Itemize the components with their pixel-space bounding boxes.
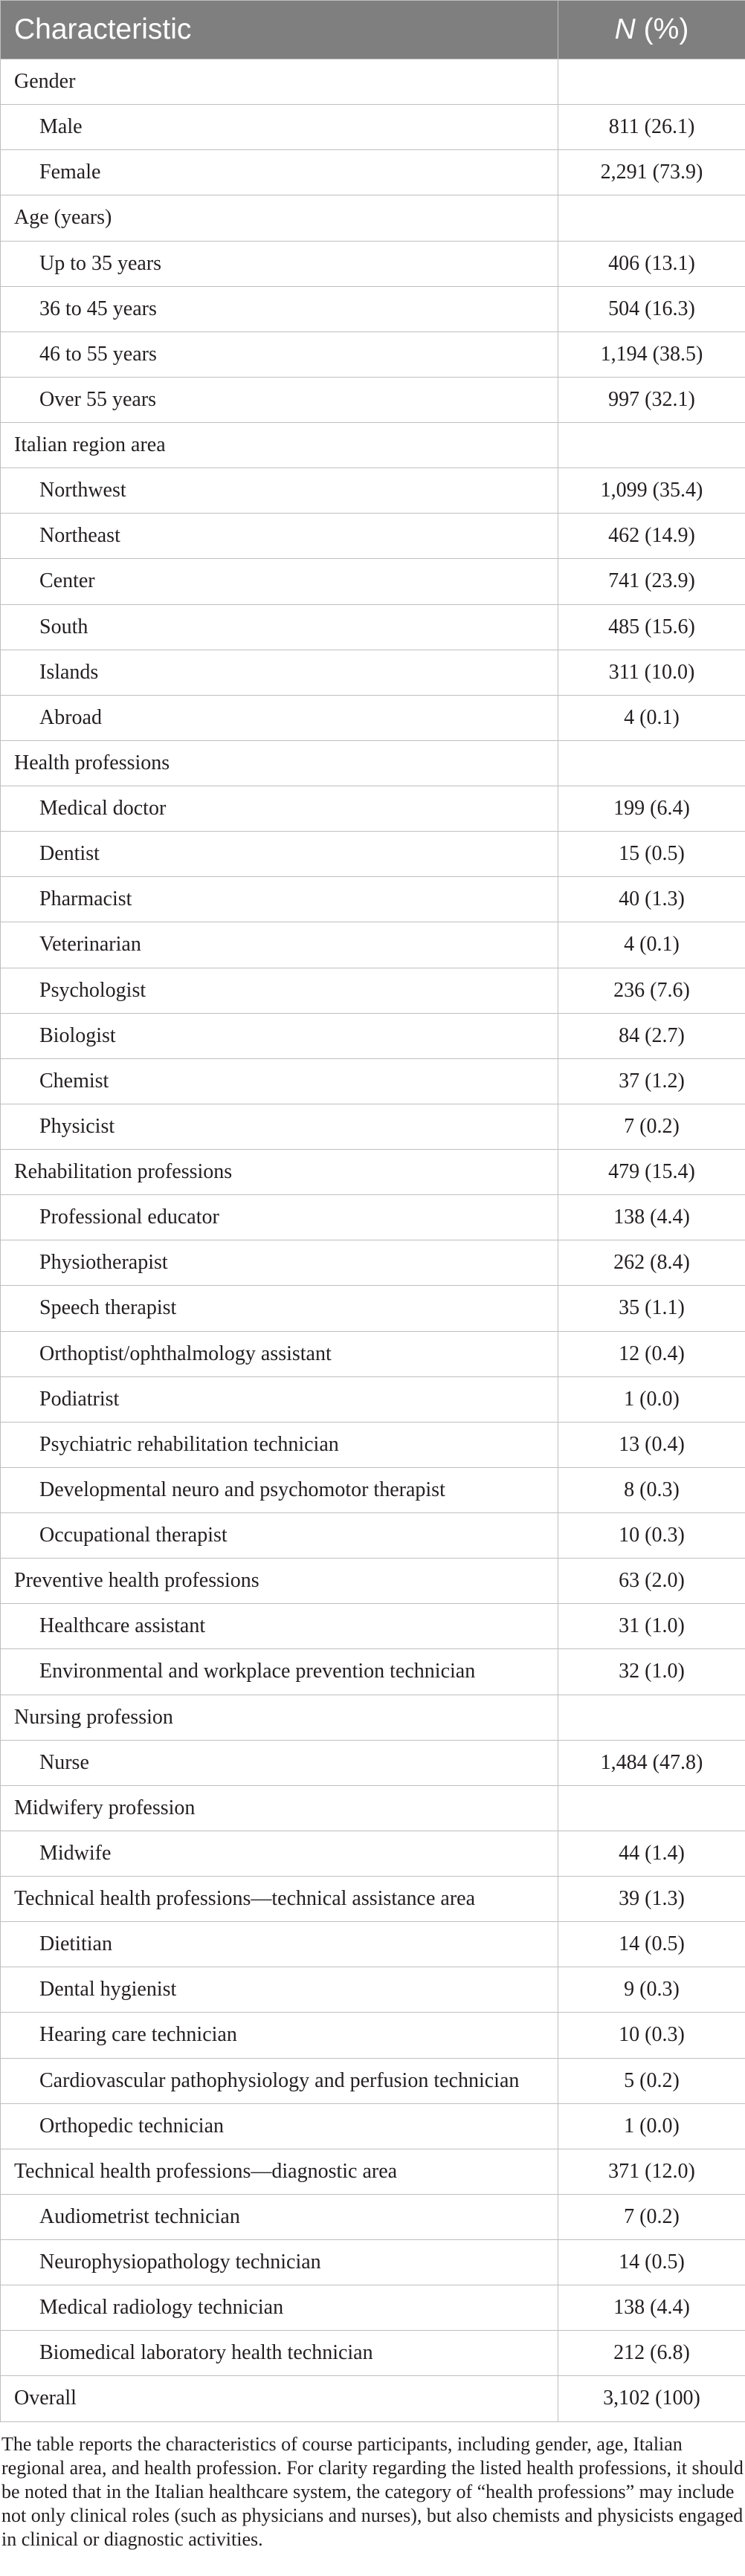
row-value: 1,194 (38.5) bbox=[558, 331, 745, 377]
table-row bbox=[1, 740, 745, 786]
row-value: 138 (4.4) bbox=[558, 1195, 745, 1240]
row-value: 4 (0.1) bbox=[558, 695, 745, 740]
table-row bbox=[1, 1013, 745, 1058]
row-value: 212 (6.8) bbox=[558, 2331, 745, 2376]
table-row bbox=[1, 786, 745, 832]
row-value: 504 (16.3) bbox=[558, 286, 745, 331]
row-label: Developmental neuro and psychomotor therapist bbox=[1, 1467, 558, 1512]
row-label: Psychologist bbox=[1, 968, 558, 1013]
table-row bbox=[1, 1331, 745, 1376]
table-row bbox=[1, 2240, 745, 2285]
table-header-row bbox=[1, 1, 745, 59]
row-label: Up to 35 years bbox=[1, 241, 558, 286]
table-row bbox=[1, 59, 745, 105]
row-value: 14 (0.5) bbox=[558, 2240, 745, 2285]
row-label: Physicist bbox=[1, 1104, 558, 1149]
row-value: 14 (0.5) bbox=[558, 1922, 745, 1967]
row-label: Biomedical laboratory health technician bbox=[1, 2331, 558, 2376]
row-label: Center bbox=[1, 559, 558, 604]
row-label: Medical doctor bbox=[1, 786, 558, 832]
row-value: 3,102 (100) bbox=[558, 2376, 745, 2421]
row-value: 406 (13.1) bbox=[558, 241, 745, 286]
table-row bbox=[1, 1695, 745, 1740]
row-label: Abroad bbox=[1, 695, 558, 740]
row-label: Nurse bbox=[1, 1740, 558, 1785]
row-value: 12 (0.4) bbox=[558, 1331, 745, 1376]
row-label: Biologist bbox=[1, 1013, 558, 1058]
table-row bbox=[1, 2103, 745, 2149]
row-value: 44 (1.4) bbox=[558, 1831, 745, 1876]
row-value bbox=[558, 195, 745, 241]
table-row bbox=[1, 1104, 745, 1149]
row-label: Over 55 years bbox=[1, 377, 558, 422]
row-group-label: Health professions bbox=[1, 740, 558, 786]
header-pct-label: (%) bbox=[635, 13, 689, 45]
row-label: Pharmacist bbox=[1, 877, 558, 922]
row-group-label: Midwifery profession bbox=[1, 1785, 558, 1831]
row-value: 371 (12.0) bbox=[558, 2149, 745, 2194]
row-value: 311 (10.0) bbox=[558, 650, 745, 695]
row-value: 741 (23.9) bbox=[558, 559, 745, 604]
table-row bbox=[1, 468, 745, 514]
header-n-label: N bbox=[614, 13, 636, 45]
table-row bbox=[1, 150, 745, 195]
header-n-percent bbox=[558, 1, 745, 59]
table-row bbox=[1, 1922, 745, 1967]
row-group-label: Age (years) bbox=[1, 195, 558, 241]
row-label: Speech therapist bbox=[1, 1286, 558, 1331]
table-row bbox=[1, 968, 745, 1013]
row-value: 1 (0.0) bbox=[558, 1376, 745, 1422]
table-row bbox=[1, 1240, 745, 1286]
row-label: Podiatrist bbox=[1, 1376, 558, 1422]
row-value: 236 (7.6) bbox=[558, 968, 745, 1013]
table-footnote: The table reports the characteristics of course participants, including gender, age, Italian regional area, and health profession. For clarity regarding the listed health professions, it should be noted that in the Italian healthcare system, the category of “health professions” may include not only clinical roles (such as physicians and nurses), but also chemists and physicists engaged in clinical or diagnostic activities. bbox=[1, 2433, 744, 2550]
table-row bbox=[1, 1286, 745, 1331]
row-value: 84 (2.7) bbox=[558, 1013, 745, 1058]
row-label: Veterinarian bbox=[1, 922, 558, 968]
table-row bbox=[1, 2194, 745, 2239]
header-characteristic: Characteristic bbox=[1, 1, 558, 59]
row-value bbox=[558, 423, 745, 468]
row-label: Dietitian bbox=[1, 1922, 558, 1967]
table-row bbox=[1, 1513, 745, 1559]
table-row bbox=[1, 2013, 745, 2058]
row-group-label: Overall bbox=[1, 2376, 558, 2421]
table-row bbox=[1, 514, 745, 559]
row-value: 32 (1.0) bbox=[558, 1649, 745, 1695]
row-value: 63 (2.0) bbox=[558, 1559, 745, 1604]
row-label: Cardiovascular pathophysiology and perfusion technician bbox=[1, 2058, 558, 2103]
table-row bbox=[1, 1740, 745, 1785]
row-value bbox=[558, 740, 745, 786]
row-label: Midwife bbox=[1, 1831, 558, 1876]
row-group-label: Italian region area bbox=[1, 423, 558, 468]
table-row bbox=[1, 2058, 745, 2103]
table-row bbox=[1, 1559, 745, 1604]
row-value: 2,291 (73.9) bbox=[558, 150, 745, 195]
table-row bbox=[1, 2376, 745, 2421]
row-label: Environmental and workplace prevention technician bbox=[1, 1649, 558, 1695]
row-value: 199 (6.4) bbox=[558, 786, 745, 832]
row-value: 8 (0.3) bbox=[558, 1467, 745, 1512]
table-row bbox=[1, 1831, 745, 1876]
row-label: Medical radiology technician bbox=[1, 2285, 558, 2331]
row-value: 997 (32.1) bbox=[558, 377, 745, 422]
row-label: Physiotherapist bbox=[1, 1240, 558, 1286]
row-value: 7 (0.2) bbox=[558, 2194, 745, 2239]
row-label: Orthoptist/ophthalmology assistant bbox=[1, 1331, 558, 1376]
row-label: Professional educator bbox=[1, 1195, 558, 1240]
table-row bbox=[1, 1785, 745, 1831]
table-row bbox=[1, 286, 745, 331]
row-label: Orthopedic technician bbox=[1, 2103, 558, 2149]
table-row bbox=[1, 105, 745, 150]
row-group-label: Preventive health professions bbox=[1, 1559, 558, 1604]
row-group-label: Gender bbox=[1, 59, 558, 105]
table-row bbox=[1, 1649, 745, 1695]
table-row bbox=[1, 604, 745, 650]
table-row bbox=[1, 1195, 745, 1240]
row-label: Northwest bbox=[1, 468, 558, 514]
table-row bbox=[1, 832, 745, 877]
row-value: 31 (1.0) bbox=[558, 1604, 745, 1649]
row-value: 479 (15.4) bbox=[558, 1150, 745, 1195]
row-value: 10 (0.3) bbox=[558, 2013, 745, 2058]
row-value: 138 (4.4) bbox=[558, 2285, 745, 2331]
table-row bbox=[1, 1467, 745, 1512]
row-label: Northeast bbox=[1, 514, 558, 559]
row-label: Audiometrist technician bbox=[1, 2194, 558, 2239]
row-value bbox=[558, 1695, 745, 1740]
row-label: 46 to 55 years bbox=[1, 331, 558, 377]
row-value: 5 (0.2) bbox=[558, 2058, 745, 2103]
table-row bbox=[1, 2331, 745, 2376]
row-label: Male bbox=[1, 105, 558, 150]
row-value: 262 (8.4) bbox=[558, 1240, 745, 1286]
row-value: 35 (1.1) bbox=[558, 1286, 745, 1331]
row-value: 37 (1.2) bbox=[558, 1058, 745, 1104]
row-group-label: Rehabilitation professions bbox=[1, 1150, 558, 1195]
table-row bbox=[1, 1376, 745, 1422]
row-value: 10 (0.3) bbox=[558, 1513, 745, 1559]
row-value: 7 (0.2) bbox=[558, 1104, 745, 1149]
row-group-label: Nursing profession bbox=[1, 1695, 558, 1740]
table-row bbox=[1, 423, 745, 468]
row-value: 40 (1.3) bbox=[558, 877, 745, 922]
row-value: 1 (0.0) bbox=[558, 2103, 745, 2149]
row-value: 15 (0.5) bbox=[558, 832, 745, 877]
table-row bbox=[1, 650, 745, 695]
row-label: Neurophysiopathology technician bbox=[1, 2240, 558, 2285]
row-value: 462 (14.9) bbox=[558, 514, 745, 559]
row-label: 36 to 45 years bbox=[1, 286, 558, 331]
table-row bbox=[1, 241, 745, 286]
row-value: 811 (26.1) bbox=[558, 105, 745, 150]
row-value: 9 (0.3) bbox=[558, 1967, 745, 2013]
table-row bbox=[1, 1150, 745, 1195]
row-value: 1,099 (35.4) bbox=[558, 468, 745, 514]
row-group-label: Technical health professions—technical assistance area bbox=[1, 1877, 558, 1922]
row-label: Dentist bbox=[1, 832, 558, 877]
row-label: Hearing care technician bbox=[1, 2013, 558, 2058]
row-value: 485 (15.6) bbox=[558, 604, 745, 650]
row-value: 4 (0.1) bbox=[558, 922, 745, 968]
row-group-label: Technical health professions—diagnostic area bbox=[1, 2149, 558, 2194]
row-value: 39 (1.3) bbox=[558, 1877, 745, 1922]
table-body bbox=[1, 59, 745, 2422]
row-label: Female bbox=[1, 150, 558, 195]
row-value bbox=[558, 1785, 745, 1831]
table-row bbox=[1, 559, 745, 604]
row-label: Healthcare assistant bbox=[1, 1604, 558, 1649]
row-value: 1,484 (47.8) bbox=[558, 1740, 745, 1785]
table-row bbox=[1, 195, 745, 241]
row-label: Islands bbox=[1, 650, 558, 695]
table-row bbox=[1, 695, 745, 740]
table-row bbox=[1, 1058, 745, 1104]
table-row bbox=[1, 1604, 745, 1649]
row-label: Chemist bbox=[1, 1058, 558, 1104]
row-label: Dental hygienist bbox=[1, 1967, 558, 2013]
row-label: South bbox=[1, 604, 558, 650]
table-row bbox=[1, 1967, 745, 2013]
row-value bbox=[558, 59, 745, 105]
table-row bbox=[1, 1422, 745, 1467]
table-row bbox=[1, 2149, 745, 2194]
table-row bbox=[1, 922, 745, 968]
table-row bbox=[1, 331, 745, 377]
table-row bbox=[1, 2285, 745, 2331]
row-label: Psychiatric rehabilitation technician bbox=[1, 1422, 558, 1467]
table-row bbox=[1, 1877, 745, 1922]
row-value: 13 (0.4) bbox=[558, 1422, 745, 1467]
table-row bbox=[1, 877, 745, 922]
table-row bbox=[1, 377, 745, 422]
row-label: Occupational therapist bbox=[1, 1513, 558, 1559]
